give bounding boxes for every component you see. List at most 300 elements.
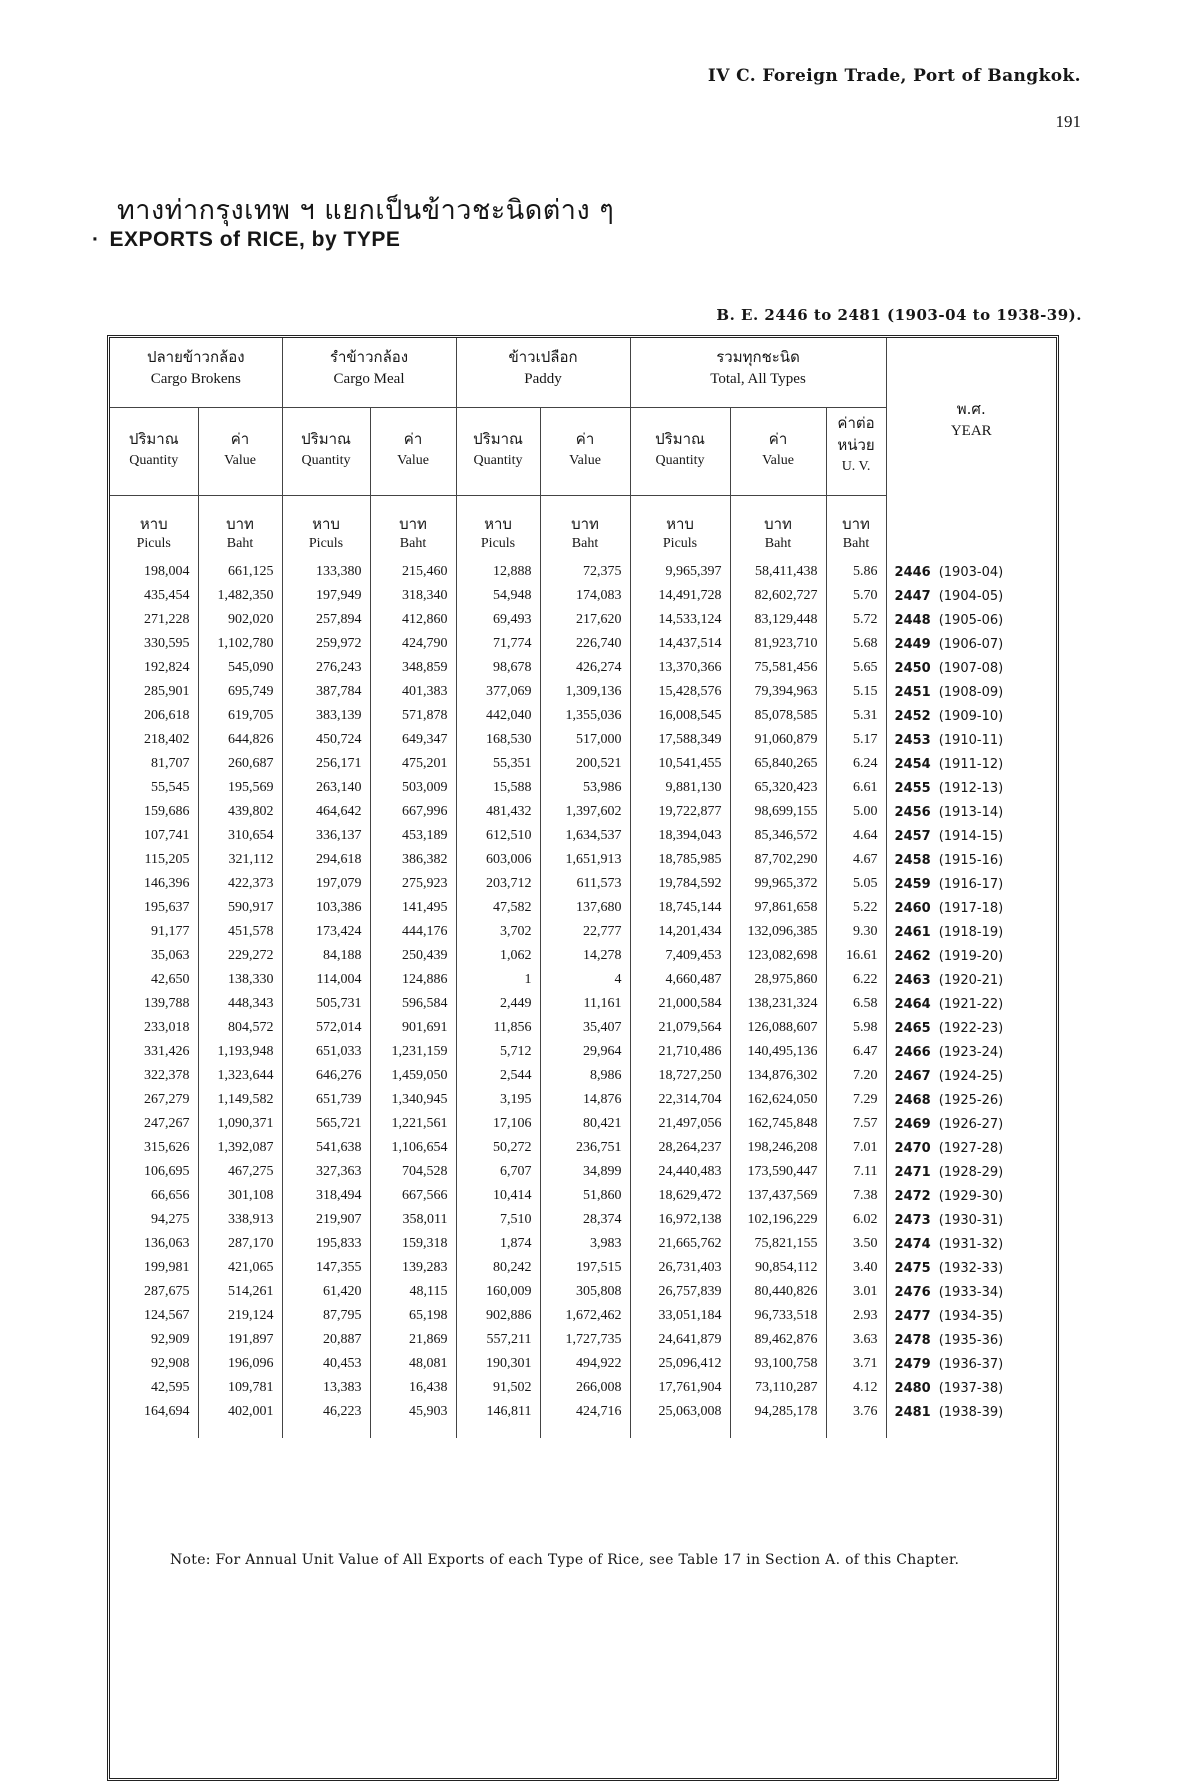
table-cell: 80,242: [456, 1256, 540, 1280]
table-cell: 10,541,455: [630, 752, 730, 776]
table-cell: 402,001: [198, 1400, 282, 1438]
table-cell: 260,687: [198, 752, 282, 776]
year-ad: (1919-20): [938, 948, 1004, 964]
table-cell: 94,275: [110, 1208, 198, 1232]
table-cell: 92,909: [110, 1328, 198, 1352]
year-be: 2478: [894, 1332, 931, 1348]
table-cell: 310,654: [198, 824, 282, 848]
table-row: [110, 1400, 1056, 1438]
table-cell: 301,108: [198, 1184, 282, 1208]
year-ad: (1921-22): [938, 996, 1004, 1012]
unit-piculs: หาบ Piculs: [110, 496, 198, 561]
table-cell: 137,437,569: [730, 1184, 826, 1208]
table-row: [110, 1352, 1056, 1376]
table-cell: 6.61: [826, 776, 886, 800]
year-be: 2455: [894, 780, 931, 796]
table-cell: 276,243: [282, 656, 370, 680]
table-cell: 107,741: [110, 824, 198, 848]
table-cell: 318,494: [282, 1184, 370, 1208]
table-cell: 275,923: [370, 872, 456, 896]
table-cell: 87,702,290: [730, 848, 826, 872]
table-cell: 7.11: [826, 1160, 886, 1184]
table-cell: 1,106,654: [370, 1136, 456, 1160]
table-cell: 136,063: [110, 1232, 198, 1256]
table-cell: 85,346,572: [730, 824, 826, 848]
year-cell: [886, 560, 1056, 584]
group-header-meal: รำข้าวกล้อง Cargo Meal: [282, 338, 456, 408]
table-cell: 4,660,487: [630, 968, 730, 992]
table-cell: 124,886: [370, 968, 456, 992]
table-cell: 305,808: [540, 1280, 630, 1304]
year-cell: [886, 1112, 1056, 1136]
table-cell: 24,641,879: [630, 1328, 730, 1352]
table-cell: 198,246,208: [730, 1136, 826, 1160]
year-be: 2449: [894, 636, 931, 652]
table-cell: 619,705: [198, 704, 282, 728]
group-header-brokens: ปลายข้าวกล้อง Cargo Brokens: [110, 338, 282, 408]
table-cell: 66,656: [110, 1184, 198, 1208]
title-thai: ทางท่ากรุงเทพ ฯ แยกเป็นข้าวชะนิดต่าง ๆ: [117, 195, 615, 226]
year-cell: [886, 872, 1056, 896]
table-cell: 338,913: [198, 1208, 282, 1232]
year-cell: [886, 1208, 1056, 1232]
table-row: [110, 752, 1056, 776]
year-ad: (1908-09): [938, 684, 1004, 700]
col-unit-value: ค่าต่อ หน่วย U. V.: [826, 408, 886, 496]
table-cell: 61,420: [282, 1280, 370, 1304]
table-cell: 424,716: [540, 1400, 630, 1438]
table-cell: 11,161: [540, 992, 630, 1016]
table-cell: 80,440,826: [730, 1280, 826, 1304]
year-be: 2454: [894, 756, 931, 772]
table-cell: 198,004: [110, 560, 198, 584]
table-cell: 139,788: [110, 992, 198, 1016]
table-cell: 102,196,229: [730, 1208, 826, 1232]
table-cell: 83,129,448: [730, 608, 826, 632]
table-cell: 5.15: [826, 680, 886, 704]
table-cell: 250,439: [370, 944, 456, 968]
table-cell: 644,826: [198, 728, 282, 752]
year-be: 2479: [894, 1356, 931, 1372]
table-row: [110, 944, 1056, 968]
year-be: 2468: [894, 1092, 931, 1108]
table-cell: 15,588: [456, 776, 540, 800]
table-cell: 17,588,349: [630, 728, 730, 752]
year-ad: (1933-34): [938, 1284, 1004, 1300]
year-cell: [886, 1304, 1056, 1328]
year-be: 2460: [894, 900, 931, 916]
year-cell: [886, 896, 1056, 920]
year-ad: (1909-10): [938, 708, 1004, 724]
table-cell: 514,261: [198, 1280, 282, 1304]
table-cell: 215,460: [370, 560, 456, 584]
table-cell: 2.93: [826, 1304, 886, 1328]
table-cell: 99,965,372: [730, 872, 826, 896]
table-cell: 14,533,124: [630, 608, 730, 632]
table-cell: 55,545: [110, 776, 198, 800]
table-cell: 236,751: [540, 1136, 630, 1160]
table-cell: 503,009: [370, 776, 456, 800]
table-cell: 84,188: [282, 944, 370, 968]
table-cell: 146,396: [110, 872, 198, 896]
year-cell: [886, 656, 1056, 680]
table-row: [110, 992, 1056, 1016]
table-row: [110, 584, 1056, 608]
table-cell: 51,860: [540, 1184, 630, 1208]
table-cell: 19,722,877: [630, 800, 730, 824]
table-cell: 1,672,462: [540, 1304, 630, 1328]
table-cell: 421,065: [198, 1256, 282, 1280]
table-cell: 481,432: [456, 800, 540, 824]
table-cell: 89,462,876: [730, 1328, 826, 1352]
year-be: 2462: [894, 948, 931, 964]
table-cell: 18,745,144: [630, 896, 730, 920]
unit-piculs: หาบ Piculs: [630, 496, 730, 561]
group-header-total: รวมทุกชะนิด Total, All Types: [630, 338, 886, 408]
year-cell: [886, 920, 1056, 944]
table-cell: 294,618: [282, 848, 370, 872]
table-cell: 13,370,366: [630, 656, 730, 680]
table-cell: 1,062: [456, 944, 540, 968]
year-be: 2471: [894, 1164, 931, 1180]
table-cell: 17,106: [456, 1112, 540, 1136]
year-ad: (1912-13): [938, 780, 1004, 796]
table-cell: 327,363: [282, 1160, 370, 1184]
table-cell: 1,634,537: [540, 824, 630, 848]
year-cell: [886, 1016, 1056, 1040]
table-cell: 40,453: [282, 1352, 370, 1376]
table-row: [110, 1016, 1056, 1040]
year-be: 2480: [894, 1380, 931, 1396]
table-cell: 6.22: [826, 968, 886, 992]
table-cell: 287,675: [110, 1280, 198, 1304]
year-be: 2474: [894, 1236, 931, 1252]
table-cell: 91,177: [110, 920, 198, 944]
year-be: 2481: [894, 1404, 931, 1420]
year-be: 2469: [894, 1116, 931, 1132]
table-cell: 192,824: [110, 656, 198, 680]
table-cell: 3.63: [826, 1328, 886, 1352]
table-cell: 25,063,008: [630, 1400, 730, 1438]
table-row: [110, 824, 1056, 848]
table-row: [110, 872, 1056, 896]
table-cell: 35,063: [110, 944, 198, 968]
table-cell: 103,386: [282, 896, 370, 920]
table-row: [110, 1376, 1056, 1400]
table-cell: 80,421: [540, 1112, 630, 1136]
table-cell: 197,515: [540, 1256, 630, 1280]
table-cell: 3.76: [826, 1400, 886, 1438]
year-cell: [886, 752, 1056, 776]
table-cell: 422,373: [198, 872, 282, 896]
year-be: 2477: [894, 1308, 931, 1324]
year-ad: (1937-38): [938, 1380, 1004, 1396]
table-row: [110, 1160, 1056, 1184]
year-cell: [886, 1352, 1056, 1376]
unit-baht: บาท Baht: [826, 496, 886, 561]
table-cell: 5.68: [826, 632, 886, 656]
table-cell: 259,972: [282, 632, 370, 656]
table-cell: 1,309,136: [540, 680, 630, 704]
table-cell: 1,323,644: [198, 1064, 282, 1088]
table-cell: 348,859: [370, 656, 456, 680]
table-cell: 48,081: [370, 1352, 456, 1376]
table-cell: 141,495: [370, 896, 456, 920]
table-cell: 1,459,050: [370, 1064, 456, 1088]
table-cell: 65,198: [370, 1304, 456, 1328]
year-be: 2447: [894, 588, 931, 604]
table-cell: 704,528: [370, 1160, 456, 1184]
table-cell: 195,637: [110, 896, 198, 920]
group-header-paddy: ข้าวเปลือก Paddy: [456, 338, 630, 408]
year-cell: [886, 584, 1056, 608]
year-ad: (1918-19): [938, 924, 1004, 940]
table-cell: 93,100,758: [730, 1352, 826, 1376]
year-cell: [886, 800, 1056, 824]
year-cell: [886, 1136, 1056, 1160]
table-cell: 257,894: [282, 608, 370, 632]
year-ad: (1924-25): [938, 1068, 1004, 1084]
table-cell: 42,650: [110, 968, 198, 992]
year-be: 2467: [894, 1068, 931, 1084]
table-cell: 1,355,036: [540, 704, 630, 728]
table-cell: 448,343: [198, 992, 282, 1016]
year-ad: (1903-04): [938, 564, 1004, 580]
table-cell: 226,740: [540, 632, 630, 656]
table-cell: 34,899: [540, 1160, 630, 1184]
col-quantity: ปริมาณ Quantity: [630, 408, 730, 496]
table-cell: 7.20: [826, 1064, 886, 1088]
table-cell: 315,626: [110, 1136, 198, 1160]
table-cell: 2,449: [456, 992, 540, 1016]
year-ad: (1928-29): [938, 1164, 1004, 1180]
table-cell: 331,426: [110, 1040, 198, 1064]
table-cell: 1,482,350: [198, 584, 282, 608]
table-cell: 266,008: [540, 1376, 630, 1400]
table-cell: 9.30: [826, 920, 886, 944]
year-cell: [886, 1400, 1056, 1438]
year-cell: [886, 1232, 1056, 1256]
table-row: [110, 1304, 1056, 1328]
table-cell: 5.65: [826, 656, 886, 680]
table-cell: 603,006: [456, 848, 540, 872]
year-cell: [886, 608, 1056, 632]
table-cell: 611,573: [540, 872, 630, 896]
year-ad: (1914-15): [938, 828, 1004, 844]
table-cell: 18,629,472: [630, 1184, 730, 1208]
page-number: 191: [1055, 112, 1081, 131]
table-cell: 46,223: [282, 1400, 370, 1438]
table-cell: 15,428,576: [630, 680, 730, 704]
table-cell: 203,712: [456, 872, 540, 896]
table-cell: 387,784: [282, 680, 370, 704]
table-row: [110, 1328, 1056, 1352]
table-cell: 200,521: [540, 752, 630, 776]
table-cell: 229,272: [198, 944, 282, 968]
table-cell: 1: [456, 968, 540, 992]
table-cell: 1,090,371: [198, 1112, 282, 1136]
table-cell: 132,096,385: [730, 920, 826, 944]
table-cell: 10,414: [456, 1184, 540, 1208]
table-cell: 271,228: [110, 608, 198, 632]
year-be: 2458: [894, 852, 931, 868]
table-cell: 377,069: [456, 680, 540, 704]
table-cell: 804,572: [198, 1016, 282, 1040]
table-cell: 115,205: [110, 848, 198, 872]
table-cell: 197,079: [282, 872, 370, 896]
table-cell: 26,731,403: [630, 1256, 730, 1280]
unit-piculs: หาบ Piculs: [456, 496, 540, 561]
year-ad: (1913-14): [938, 804, 1004, 820]
table-cell: 287,170: [198, 1232, 282, 1256]
table-cell: 164,694: [110, 1400, 198, 1438]
table-cell: 96,733,518: [730, 1304, 826, 1328]
year-ad: (1931-32): [938, 1236, 1004, 1252]
table-cell: 6.24: [826, 752, 886, 776]
table-cell: 7.57: [826, 1112, 886, 1136]
year-cell: [886, 944, 1056, 968]
year-cell: [886, 1256, 1056, 1280]
table-cell: 17,761,904: [630, 1376, 730, 1400]
year-cell: [886, 848, 1056, 872]
table-row: [110, 776, 1056, 800]
rice-exports-table: [110, 338, 1056, 1438]
table-cell: 53,986: [540, 776, 630, 800]
year-cell: [886, 1160, 1056, 1184]
table-row: [110, 1088, 1056, 1112]
table-cell: 1,727,735: [540, 1328, 630, 1352]
table-cell: 195,833: [282, 1232, 370, 1256]
table-cell: 24,440,483: [630, 1160, 730, 1184]
table-cell: 42,595: [110, 1376, 198, 1400]
table-cell: 8,986: [540, 1064, 630, 1088]
year-be: 2472: [894, 1188, 931, 1204]
table-row: [110, 680, 1056, 704]
table-row: [110, 1208, 1056, 1232]
year-be: 2450: [894, 660, 931, 676]
table-cell: 18,785,985: [630, 848, 730, 872]
table-cell: 75,581,456: [730, 656, 826, 680]
year-be: 2476: [894, 1284, 931, 1300]
year-cell: [886, 632, 1056, 656]
table-cell: 123,082,698: [730, 944, 826, 968]
table-cell: 5.70: [826, 584, 886, 608]
table-cell: 267,279: [110, 1088, 198, 1112]
table-cell: 162,624,050: [730, 1088, 826, 1112]
table-cell: 7.38: [826, 1184, 886, 1208]
year-ad: (1910-11): [938, 732, 1004, 748]
table-cell: 217,620: [540, 608, 630, 632]
table-cell: 28,374: [540, 1208, 630, 1232]
table-row: [110, 1040, 1056, 1064]
table-cell: 5.05: [826, 872, 886, 896]
table-cell: 3.40: [826, 1256, 886, 1280]
table-row: [110, 1112, 1056, 1136]
table-cell: 87,795: [282, 1304, 370, 1328]
year-ad: (1923-24): [938, 1044, 1004, 1060]
table-cell: 646,276: [282, 1064, 370, 1088]
table-cell: 667,996: [370, 800, 456, 824]
table-cell: 505,731: [282, 992, 370, 1016]
table-cell: 1,340,945: [370, 1088, 456, 1112]
table-row: [110, 848, 1056, 872]
table-cell: 4.12: [826, 1376, 886, 1400]
table-cell: 1,397,602: [540, 800, 630, 824]
year-ad: (1920-21): [938, 972, 1004, 988]
table-cell: 442,040: [456, 704, 540, 728]
table-cell: 1,874: [456, 1232, 540, 1256]
table-cell: 2,544: [456, 1064, 540, 1088]
year-be: 2452: [894, 708, 931, 724]
year-ad: (1935-36): [938, 1332, 1004, 1348]
year-ad: (1936-37): [938, 1356, 1004, 1372]
year-ad: (1926-27): [938, 1116, 1004, 1132]
table-cell: 661,125: [198, 560, 282, 584]
table-cell: 206,618: [110, 704, 198, 728]
table-cell: 21,000,584: [630, 992, 730, 1016]
table-cell: 330,595: [110, 632, 198, 656]
table-cell: 13,383: [282, 1376, 370, 1400]
title-english-wrap: · EXPORTS of RICE, by TYPE: [92, 228, 401, 251]
table-cell: 1,651,913: [540, 848, 630, 872]
col-value: ค่า Value: [198, 408, 282, 496]
table-cell: 5.22: [826, 896, 886, 920]
unit-baht: บาท Baht: [540, 496, 630, 561]
table-cell: 3,702: [456, 920, 540, 944]
table-cell: 494,922: [540, 1352, 630, 1376]
table-cell: 464,642: [282, 800, 370, 824]
year-ad: (1915-16): [938, 852, 1004, 868]
table-cell: 651,739: [282, 1088, 370, 1112]
col-quantity: ปริมาณ Quantity: [456, 408, 540, 496]
table-cell: 35,407: [540, 1016, 630, 1040]
table-cell: 91,060,879: [730, 728, 826, 752]
table-cell: 401,383: [370, 680, 456, 704]
table-cell: 247,267: [110, 1112, 198, 1136]
table-cell: 612,510: [456, 824, 540, 848]
table-cell: 6,707: [456, 1160, 540, 1184]
table-cell: 412,860: [370, 608, 456, 632]
year-ad: (1925-26): [938, 1092, 1004, 1108]
table-cell: 451,578: [198, 920, 282, 944]
year-cell: [886, 992, 1056, 1016]
table-cell: 565,721: [282, 1112, 370, 1136]
table-cell: 197,949: [282, 584, 370, 608]
table-cell: 14,491,728: [630, 584, 730, 608]
table-cell: 1,102,780: [198, 632, 282, 656]
table-cell: 285,901: [110, 680, 198, 704]
col-quantity: ปริมาณ Quantity: [282, 408, 370, 496]
table-cell: 218,402: [110, 728, 198, 752]
running-header: IV C. Foreign Trade, Port of Bangkok.: [707, 66, 1081, 86]
table-row: [110, 632, 1056, 656]
table-cell: 1,392,087: [198, 1136, 282, 1160]
year-be: 2457: [894, 828, 931, 844]
table-cell: 358,011: [370, 1208, 456, 1232]
table-cell: 174,083: [540, 584, 630, 608]
table-body: [110, 560, 1056, 1438]
table-cell: 14,876: [540, 1088, 630, 1112]
table-cell: 5.17: [826, 728, 886, 752]
table-cell: 14,278: [540, 944, 630, 968]
table-cell: 6.58: [826, 992, 886, 1016]
table-row: [110, 1232, 1056, 1256]
table-cell: 3.50: [826, 1232, 886, 1256]
table-cell: 322,378: [110, 1064, 198, 1088]
col-value: ค่า Value: [540, 408, 630, 496]
table-cell: 7.01: [826, 1136, 886, 1160]
table-cell: 4.64: [826, 824, 886, 848]
